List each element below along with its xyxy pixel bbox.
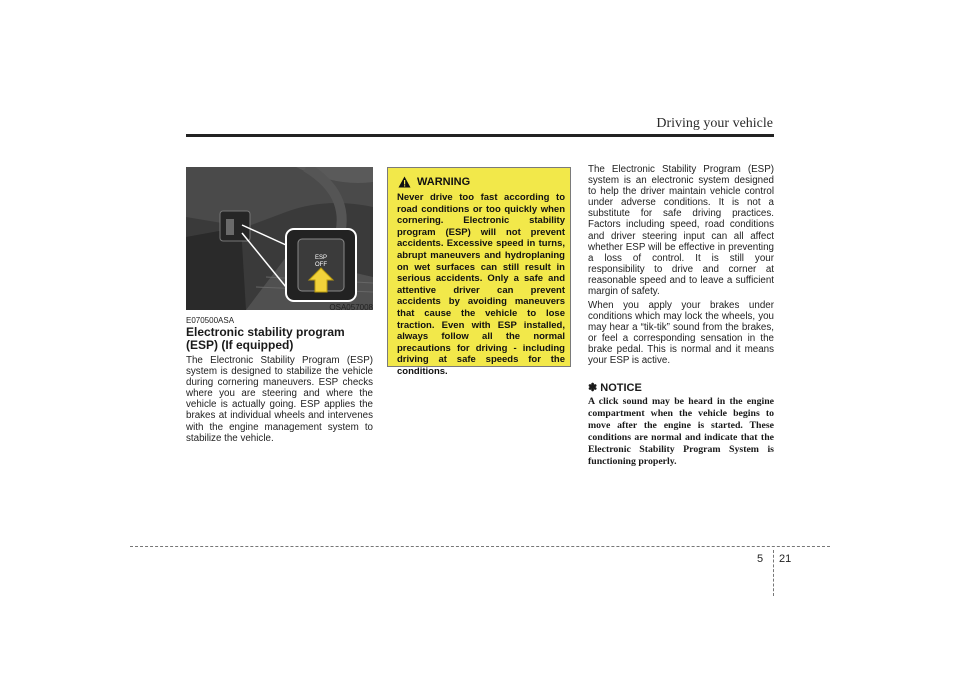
warning-header — [398, 176, 470, 188]
svg-text:ESP: ESP — [314, 255, 328, 261]
section-title: Electronic stability program (ESP) (If equipped) — [186, 325, 345, 352]
warning-title: WARNING — [417, 176, 471, 188]
notice-title: ✽ NOTICE — [588, 382, 642, 394]
header-rule — [186, 134, 774, 137]
chapter-number: 5 — [757, 553, 764, 565]
warning-text: Never drive too fast according to road conditions or too quickly when cornering. Electronic stability program (ESP) will not prevent accidents. Excessive speed in turns, abrupt maneuvers and hydroplaning on wet surfaces can still result in serious accidents. Only a safe and attentive driver can prevent accidents by avoiding maneuvers that cause the vehicle to lose traction. Even with ESP installed, always follow all the normal precautions for driving - including driving at safe speeds for the conditions. — [397, 192, 565, 377]
esp-description-paragraph: The Electronic Stability Program (ESP) system is an electronic system designed to help the driver maintain vehicle control under adverse conditions. It is not a substitute for safe driving practices. Factors including speed, road conditions and driver steering input can all affect whether ESP will be effective in preventing a loss of control. It is still your responsibility to drive and corner at reasonable speed and to leave a sufficient margin of safety. — [588, 164, 774, 298]
dashboard-illustration — [186, 167, 373, 310]
notice-text: A click sound may be heard in the engine compartment when the vehicle begins to move after the engine is started. These conditions are normal and indicate that the Electronic Stability Program System is functioning properly. — [588, 396, 774, 468]
esp-switch-photo — [186, 167, 373, 310]
running-header: Driving your vehicle — [656, 116, 773, 131]
svg-text:OFF: OFF — [315, 262, 327, 268]
esp-brake-paragraph: When you apply your brakes under conditions which may lock the wheels, you may hear a “tik-tik” sound from the brakes, or feel a corresponding sensation in the brake pedal. This is normal and it means your ESP is active. — [588, 300, 774, 367]
page-number-divider — [773, 550, 774, 596]
warning-box — [387, 167, 571, 377]
footer-rule — [130, 546, 830, 547]
intro-paragraph: The Electronic Stability Program (ESP) system is designed to stabilize the vehicle during cornering maneuvers. ESP checks where you are steering and where the vehicle is actually going. ESP applies the brakes at individual wheels and intervenes with the engine management system to stabilize the vehicle. — [186, 355, 373, 444]
figure-code: OSA057008 — [329, 303, 373, 312]
warning-triangle-icon — [398, 176, 411, 188]
section-code: E070500ASA — [186, 316, 235, 325]
page-number: 21 — [779, 553, 792, 565]
